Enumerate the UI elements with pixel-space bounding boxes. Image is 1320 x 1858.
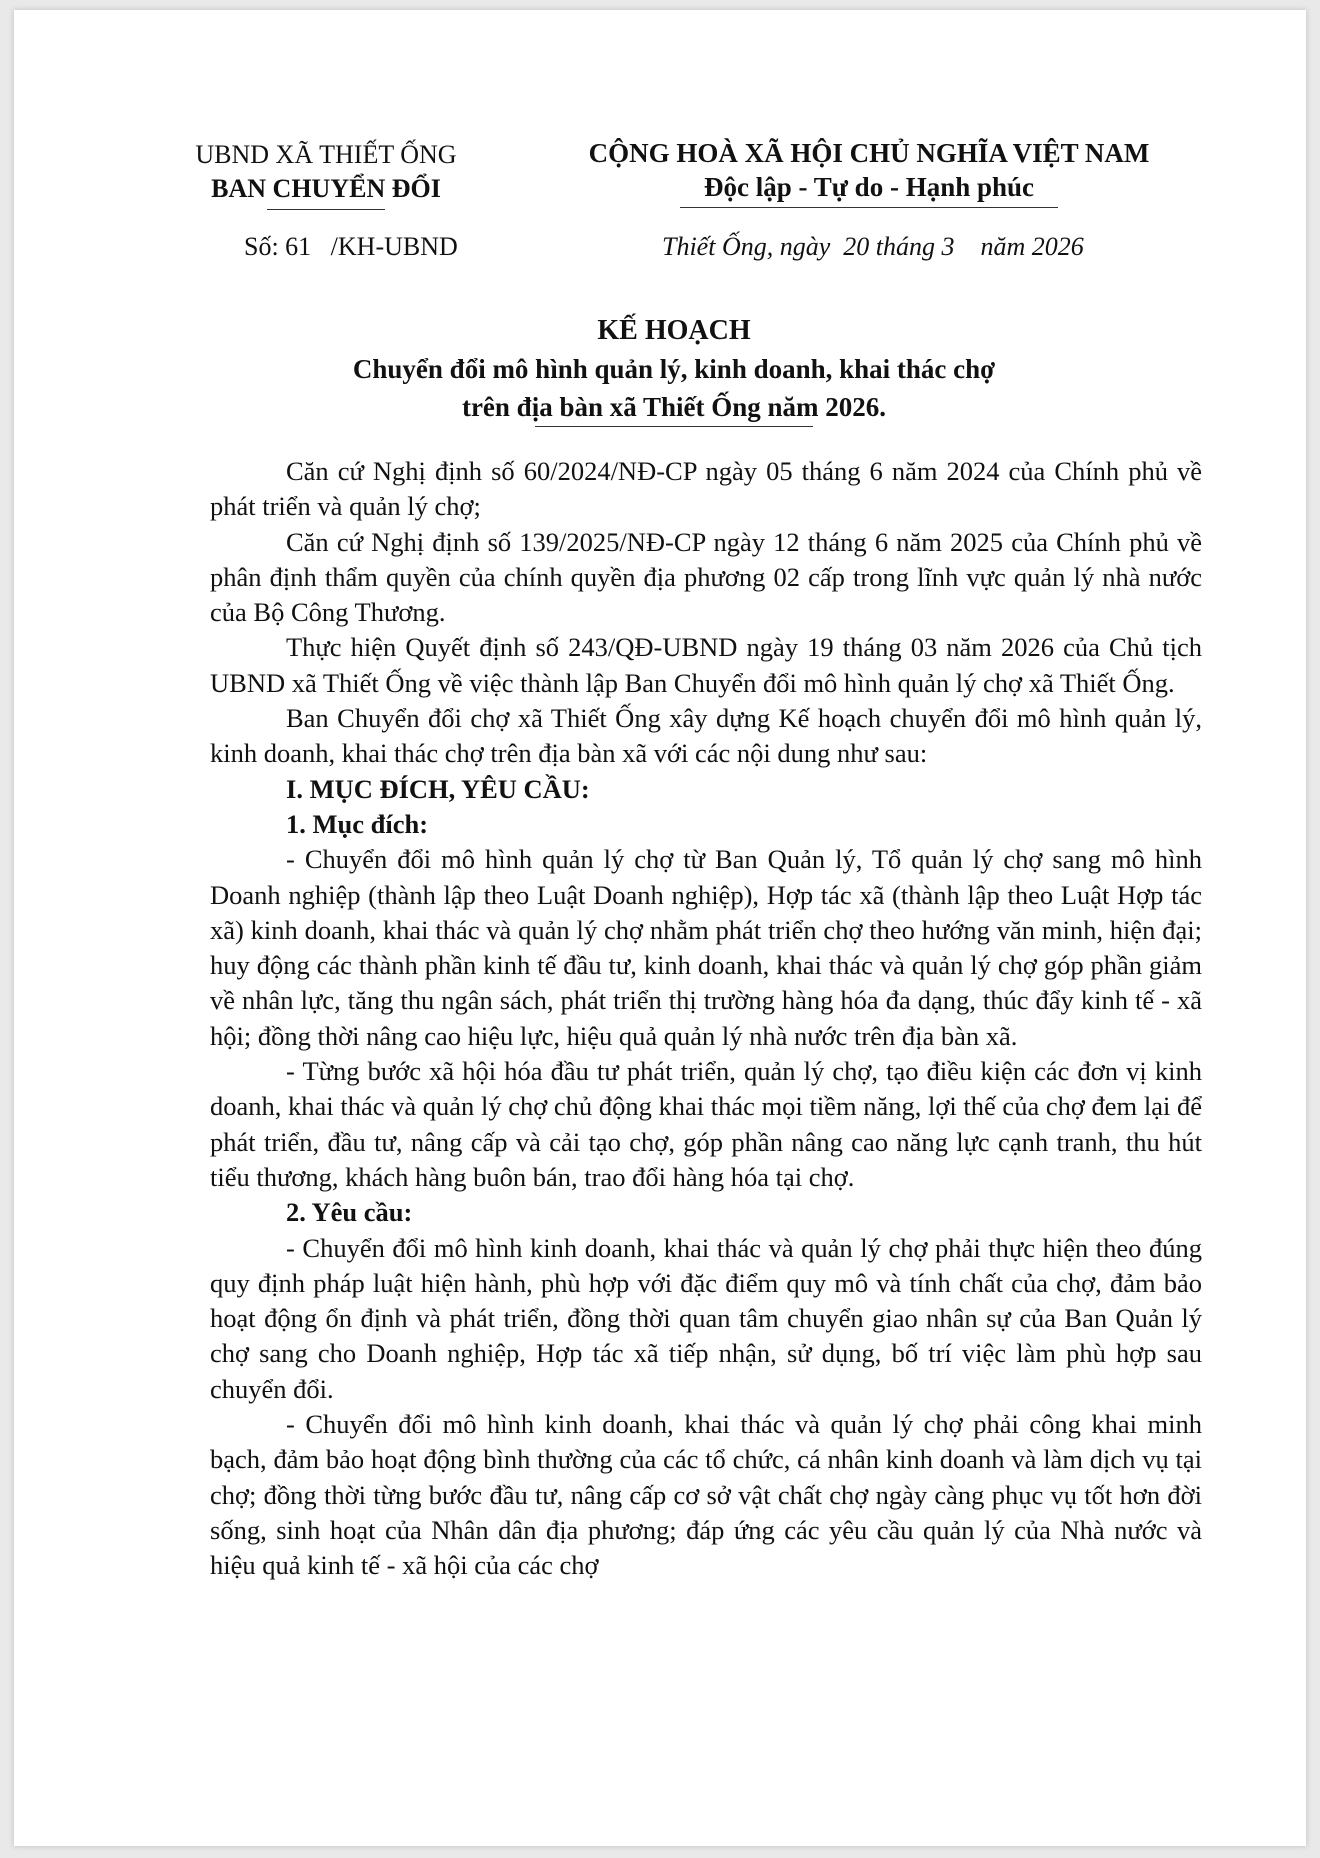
place-and-date: Thiết Ống, ngày 20 tháng 3 năm 2026 — [662, 232, 1084, 261]
requirement-paragraph-2: - Chuyển đổi mô hình kinh doanh, khai thác và quản lý chợ phải công khai minh bạch, đảm bảo hoạt động bình thường của các tổ chức, cá nhân kinh doanh và làm dịch vụ tại chợ; đồng thời từng bước đầu tư, nâng cấp cơ sở vật chất chợ ngày càng phục vụ tốt hơn đời sống, sinh hoạt của Nhân dân địa phương; đáp ứng các yêu cầu quản lý của Nhà nước và hiệu quả kinh tế - xã hội của các chợ — [210, 1409, 1202, 1581]
document-number: Số: 61 /KH-UBND — [244, 232, 458, 261]
purpose-paragraph-2: - Từng bước xã hội hóa đầu tư phát triển, quản lý chợ, tạo điều kiện các đơn vị kinh doanh, khai thác và quản lý chợ chủ động khai thác mọi tiềm năng, lợi thế của chợ đem lại để phát triển, đầu tư, nâng cấp và cải tạo chợ, góp phần nâng cao năng lực cạnh tranh, thu hút tiểu thương, khách hàng buôn bán, trao đổi hàng hóa tại chợ. — [210, 1056, 1202, 1192]
document-page — [14, 10, 1306, 1846]
title-line-1: Chuyển đổi mô hình quản lý, kinh doanh, khai thác chợ — [352, 354, 996, 384]
motto-underline — [680, 207, 1058, 208]
legal-basis-3: Thực hiện Quyết định số 243/QĐ-UBND ngày 19 tháng 03 năm 2026 của Chủ tịch UBND xã Thiết Ống về việc thành lập Ban Chuyển đổi mô hình quản lý chợ xã Thiết Ống. — [210, 632, 1202, 698]
purpose-paragraph-1: - Chuyển đổi mô hình quản lý chợ từ Ban Quản lý, Tổ quản lý chợ sang mô hình Doanh nghiệp (thành lập theo Luật Doanh nghiệp), Hợp tác xã (thành lập theo Luật Hợp tác xã) kinh doanh, khai thác và quản lý chợ nhằm phát triển chợ theo hướng văn minh, hiện đại; huy động các thành phần kinh tế đầu tư, kinh doanh, khai thác và quản lý chợ góp phần giảm về nhân lực, tăng thu ngân sách, phát triển thị trường hàng hóa đa dạng, thúc đẩy kinh tế - xã hội; đồng thời nâng cao hiệu lực, hiệu quả quản lý nhà nước trên địa bàn xã. — [210, 844, 1202, 1051]
legal-basis-1: Căn cứ Nghị định số 60/2024/NĐ-CP ngày 05 tháng 6 năm 2024 của Chính phủ về phát triển và quản lý chợ; — [210, 456, 1202, 522]
title-line-2: trên địa bàn xã Thiết Ống năm 2026. — [461, 392, 887, 422]
nation-name: CỘNG HOÀ XÃ HỘI CHỦ NGHĨA VIỆT NAM — [588, 138, 1150, 168]
document-title-block — [134, 312, 1214, 427]
legal-basis-2: Căn cứ Nghị định số 139/2025/NĐ-CP ngày 12 tháng 6 năm 2025 của Chính phủ về phân định thẩm quyền của chính quyền địa phương 02 cấp trong lĩnh vực quản lý nhà nước của Bộ Công Thương. — [210, 526, 1202, 628]
section-1-heading: I. MỤC ĐÍCH, YÊU CẦU: — [286, 773, 590, 804]
national-motto: Độc lập - Tự do - Hạnh phúc — [703, 172, 1035, 202]
requirement-heading: 2. Yêu cầu: — [286, 1197, 413, 1228]
agency-underline — [267, 209, 385, 210]
intro-paragraph: Ban Chuyển đổi chợ xã Thiết Ống xây dựng Kế hoạch chuyển đổi mô hình quản lý, kinh doanh, khai thác chợ trên địa bàn xã với các nội dung như sau: — [210, 703, 1202, 769]
document-type: KẾ HOẠCH — [597, 315, 751, 346]
document-body — [210, 454, 1202, 1584]
issuing-agency-block — [176, 138, 476, 210]
title-underline — [535, 426, 813, 427]
purpose-heading: 1. Mục đích: — [286, 808, 429, 839]
department-name: BAN CHUYỂN ĐỔI — [211, 174, 441, 203]
agency-name: UBND XÃ THIẾT ỐNG — [195, 140, 457, 169]
national-motto-block — [554, 136, 1184, 208]
requirement-paragraph-1: - Chuyển đổi mô hình kinh doanh, khai thác và quản lý chợ phải thực hiện theo đúng quy định pháp luật hiện hành, phù hợp với đặc điểm quy mô và tính chất của chợ, đảm bảo hoạt động ổn định và phát triển, đồng thời quan tâm chuyển giao nhân sự của Ban Quản lý chợ sang cho Doanh nghiệp, Hợp tác xã tiếp nhận, sử dụng, bố trí việc làm phù hợp sau chuyển đổi. — [210, 1232, 1202, 1404]
